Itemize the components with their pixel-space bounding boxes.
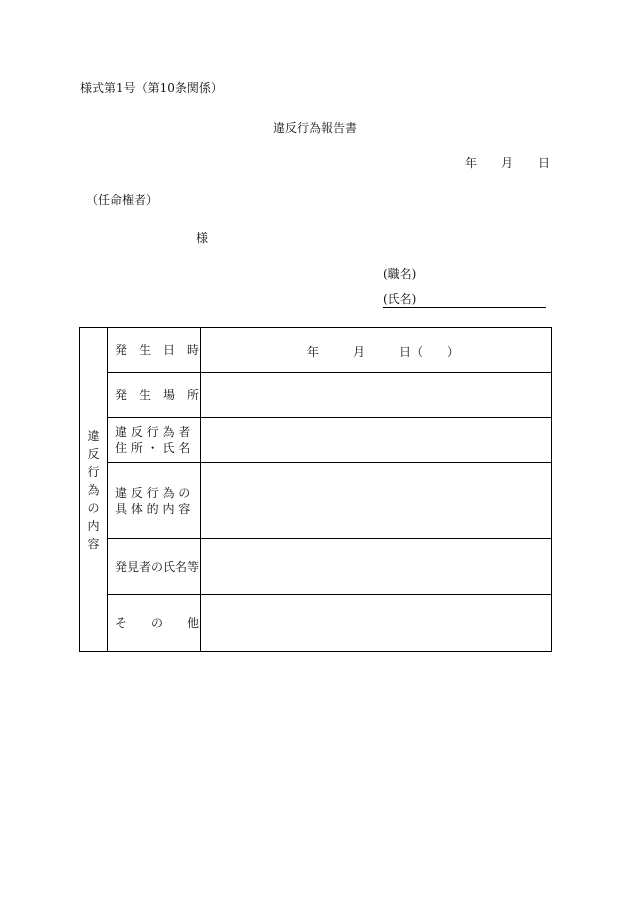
discoverer-name-field[interactable] — [201, 539, 552, 595]
date-day-label: 日 — [538, 156, 551, 170]
label-line: 発 生 日 時 — [115, 343, 200, 357]
side-char: 為 — [87, 482, 100, 497]
table-row — [80, 463, 552, 539]
occurrence-datetime-label — [108, 328, 201, 373]
occurrence-datetime-field[interactable] — [201, 328, 552, 373]
table-row — [80, 328, 552, 373]
discoverer-name-label — [108, 539, 201, 595]
table-row — [80, 373, 552, 418]
label-line: そ の 他 — [115, 616, 200, 630]
label-line: 発 生 場 所 — [115, 388, 200, 402]
occurrence-month-label: 月 — [353, 345, 366, 359]
label-line: 具 体 的 内 容 — [115, 501, 191, 516]
document-title: 違反行為報告書 — [272, 121, 357, 135]
other-field[interactable] — [201, 595, 552, 652]
occurrence-year-label: 年 — [307, 345, 320, 359]
occurrence-day-label: 日（ ） — [399, 345, 460, 359]
side-char: 容 — [87, 536, 100, 551]
label-line: 発見者の氏名等 — [115, 559, 200, 574]
violation-details-field[interactable] — [201, 463, 552, 539]
occurrence-place-field[interactable] — [201, 373, 552, 418]
label-line: 違 反 行 為 の — [115, 485, 191, 500]
violation-details-label — [108, 463, 201, 539]
table-row — [80, 595, 552, 652]
date-year-label: 年 — [465, 156, 478, 170]
name-field[interactable] — [383, 292, 546, 308]
side-char: 内 — [87, 518, 100, 533]
table-row — [80, 539, 552, 595]
date-month-label: 月 — [501, 156, 514, 170]
label-line: 違 反 行 為 者 — [115, 425, 191, 439]
name-label: (氏名) — [383, 292, 417, 306]
position-label: (職名) — [383, 267, 417, 281]
side-char: 反 — [87, 446, 100, 461]
violation-content-side-label — [80, 328, 108, 652]
occurrence-place-label — [108, 373, 201, 418]
form-number: 様式第1号（第10条関係） — [80, 81, 223, 95]
violation-report-table — [79, 327, 552, 652]
table-row — [80, 418, 552, 463]
violator-address-name-label — [108, 418, 201, 463]
report-date — [465, 156, 550, 170]
side-char: 違 — [87, 428, 100, 443]
other-label — [108, 595, 201, 652]
addressee-label: （任命権者） — [86, 193, 159, 207]
honorific: 様 — [196, 231, 209, 245]
side-char: の — [87, 500, 100, 515]
side-char: 行 — [87, 464, 100, 479]
label-line: 住 所 ・ 氏 名 — [115, 441, 191, 455]
violator-address-name-field[interactable] — [201, 418, 552, 463]
